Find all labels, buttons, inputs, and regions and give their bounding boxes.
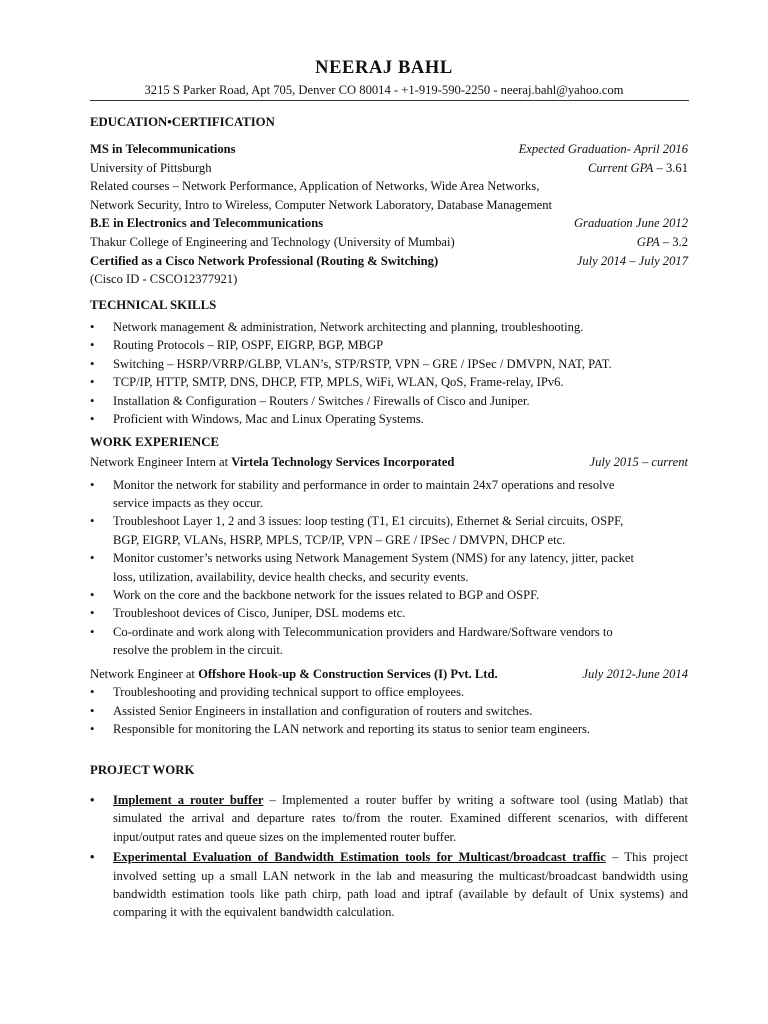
project-description: – This project involved setting up a small LAN network in the lab and measuring the multicast/broadcast bandwidth using bandwidth estimation tools like path chirp, path load and iptraf (available by default of Unix systems) and comparing it with the equivalent bandwidth calculation. [113,850,688,920]
list-item-text: Monitor customer’s networks using Network Management System (NMS) for any latency, jitter, packet [113,551,634,566]
job2-date: July 2012-June 2014 [582,666,688,681]
list-item-text: Troubleshoot devices of Cisco, Juniper, DSL modems etc. [113,606,406,621]
list-item [90,586,688,604]
list-item-text: Assisted Senior Engineers in installation and configuration of routers and switches. [113,703,533,718]
bullet-glyph: • [90,320,95,334]
list-item [90,512,688,549]
be-gpa [637,233,688,251]
cert-line [90,252,688,271]
bullet-glyph: • [90,606,95,621]
job1-role: Network Engineer Intern at [90,455,232,469]
list-item [90,392,688,410]
be-school: Thakur College of Engineering and Technology (University of Mumbai) [90,234,455,249]
list-item-text: Monitor the network for stability and performance in order to maintain 24x7 operations and resolve [113,477,615,492]
ms-gpa-value: – 3.61 [653,160,688,175]
list-item-text: Co-ordinate and work along with Telecommunication providers and Hardware/Software vendors to [113,624,613,639]
list-item [90,683,688,701]
list-item [90,318,688,336]
cert-title: Certified as a Cisco Network Professional (Routing & Switching) [90,253,439,268]
job2-role: Network Engineer at [90,666,199,681]
be-gpa-label: GPA [636,234,660,249]
skills-list [90,318,688,428]
list-item [90,848,688,922]
education-section [90,113,688,289]
be-degree: B.E in Electronics and Telecommunications [90,216,324,231]
be-school-line [90,233,688,252]
projects-list [90,791,688,922]
list-item [90,549,688,586]
be-degree-line [90,214,688,233]
job2-duties [90,683,688,738]
bullet-glyph: • [90,551,95,566]
bullet-glyph: • [90,477,95,492]
list-item [90,336,688,354]
job2-line [90,665,688,684]
ms-gpa [588,159,688,177]
bullet-glyph: • [90,375,95,390]
work-section [90,433,688,738]
list-item-text: Proficient with Windows, Mac and Linux Operating Systems. [113,412,424,427]
ms-gpa-label: Current GPA [587,160,654,175]
bullet-glyph: • [90,514,95,529]
cert-id: (Cisco ID - CSCO12377921) [90,272,238,287]
bullet-glyph: • [90,412,95,427]
bullet-glyph: • [90,703,95,718]
list-item-text: Installation & Configuration – Routers / Switches / Firewalls of Cisco and Juniper. [113,393,530,408]
list-item-text-cont: loss, utilization, availability, device health checks, and security events. [113,569,469,584]
list-item [90,355,688,373]
list-item [90,720,688,738]
education-heading-part-a: EDUCATION [90,115,168,129]
bullet-glyph: • [90,685,95,700]
bullet-glyph: • [90,588,95,603]
job1-company: Virtela Technology Services Incorporated [231,455,455,469]
list-item [90,476,688,513]
job1-line [90,453,688,472]
header-divider [90,100,689,101]
list-item-text: Responsible for monitoring the LAN network and reporting its status to senior team engineers. [113,722,591,737]
list-item-text: Routing Protocols – RIP, OSPF, EIGRP, BGP, MBGP [113,338,384,353]
list-item [90,791,688,846]
ms-date: Expected Graduation- April 2016 [518,142,688,156]
project-title: Implement a router buffer [113,793,264,807]
heading-separator: • [167,115,172,129]
bullet-glyph: • [90,356,95,371]
list-item-text: TCP/IP, HTTP, SMTP, DNS, DHCP, FTP, MPLS, WiFi, WLAN, QoS, Frame-relay, IPv6. [113,375,564,390]
bullet-glyph: • [90,722,95,737]
list-item-text-cont: BGP, EIGRP, VLANs, HSRP, MPLS, TCP/IP, VPN – GRE / IPSec / DMVPN, DHCP etc. [113,532,566,547]
education-heading [90,113,688,131]
bullet-glyph: • [90,393,95,408]
list-item [90,702,688,720]
be-gpa-value: – 3.2 [659,234,688,249]
list-item-text: Troubleshoot Layer 1, 2 and 3 issues: loop testing (T1, E1 circuits), Ethernet & Serial circuits, OSPF, [113,514,624,529]
job1-duties [90,476,688,660]
projects-heading: PROJECT WORK [90,763,195,777]
list-item-text: Work on the core and the backbone network for the issues related to BGP and OSPF. [113,588,540,603]
be-date: Graduation June 2012 [573,216,688,231]
job1-date: July 2015 – current [589,455,688,469]
contact-line: 3215 S Parker Road, Apt 705, Denver CO 80014 - +1-919-590-2250 - neeraj.bahl@yahoo.com [144,83,624,97]
list-item-text: Switching – HSRP/VRRP/GLBP, VLAN’s, STP/RSTP, VPN – GRE / IPSec / DMVPN, NAT, PAT. [113,356,612,371]
list-item [90,410,688,428]
ms-courses-line-1: Related courses – Network Performance, Application of Networks, Wide Area Networks, [90,179,540,194]
project-title: Experimental Evaluation of Bandwidth Estimation tools for Multicast/broadcast traffic [113,850,606,865]
bullet-glyph: • [90,338,95,353]
skills-section [90,296,688,428]
project-description: – Implemented a router buffer by writing a software tool (using Matlab) that simulated the arrival and departure rates to/from the router. Examined different scenarios, with different input/output rates and queue sizes on the implemented router buffer. [113,793,688,844]
bullet-glyph: • [90,850,95,865]
ms-school: University of Pittsburgh [90,160,212,175]
list-item [90,373,688,391]
education-heading-part-b: CERTIFICATION [171,115,275,129]
list-item [90,623,688,660]
bullet-glyph: • [90,624,95,639]
projects-section [90,761,688,922]
ms-school-line [90,159,688,178]
list-item [90,604,688,622]
ms-courses-line-2: Network Security, Intro to Wireless, Computer Network Laboratory, Database Management [90,197,553,212]
list-item-text-cont: resolve the problem in the circuit. [113,643,283,658]
ms-degree: MS in Telecommunications [90,142,236,156]
job2-company: Offshore Hook-up & Construction Services (I) Pvt. Ltd. [198,666,498,681]
list-item-text: Troubleshooting and providing technical support to office employees. [113,685,465,700]
ms-degree-line [90,140,688,159]
work-heading: WORK EXPERIENCE [90,435,220,449]
cert-date: July 2014 – July 2017 [576,253,688,268]
skills-heading: TECHNICAL SKILLS [90,298,217,312]
bullet-glyph: • [90,793,95,807]
list-item-text: Network management & administration, Network architecting and planning, troubleshooting. [113,320,584,334]
list-item-text-cont: service impacts as they occur. [113,496,264,510]
candidate-name: NEERAJ BAHL [315,58,453,78]
